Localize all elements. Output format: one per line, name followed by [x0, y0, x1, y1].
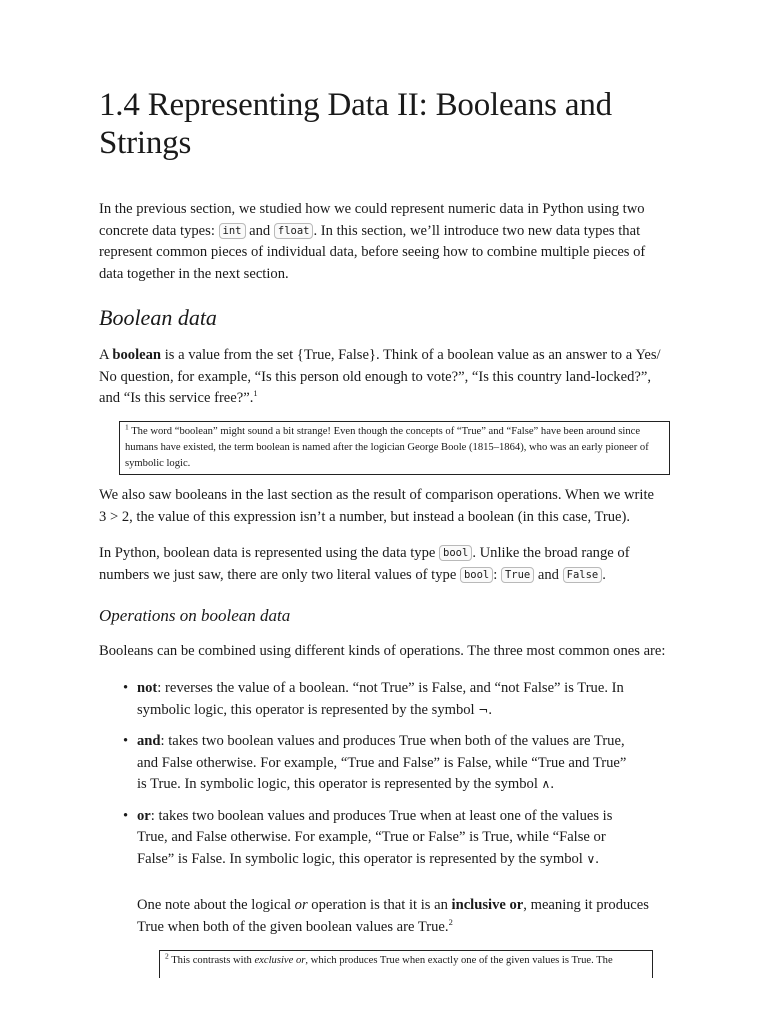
term-or: or	[137, 807, 151, 824]
text: :	[493, 566, 501, 583]
item-text: .	[595, 850, 599, 867]
list-item-not	[99, 678, 639, 721]
code-bool: bool	[439, 545, 472, 561]
intro-paragraph	[99, 199, 667, 285]
bullet-icon: •	[123, 680, 129, 696]
text: and	[534, 566, 563, 583]
italic-or: or	[294, 897, 308, 913]
page-title: 1.4 Representing Data II: Booleans and Strings	[99, 87, 612, 161]
footnote-ref-2[interactable]: 2	[448, 916, 453, 927]
not-symbol: ¬	[478, 702, 489, 717]
footnote-2	[159, 950, 653, 978]
bullet-icon: •	[123, 807, 129, 824]
term-inclusive-or: inclusive or	[451, 897, 524, 913]
code-int: int	[219, 223, 246, 239]
code-bool: bool	[460, 567, 493, 583]
text: is a value from the set {True, False}. Think of a boolean value as an answer to a Yes/ No question, for example, “Is this person old enough to vote?”, “Is this country land-locked?”, and “Is this service free?”.	[99, 347, 661, 406]
text: One note about the logical	[137, 897, 295, 913]
text: In Python, boolean data is represented using the data type	[99, 545, 440, 561]
footnote-text: The word “boolean” might sound a bit strange! Even though the concepts of “True” and “False” have been around since humans have existed, the term boolean is named after the logician George Boole (1815–1864), who was an early pioneer of symbolic logic.	[125, 426, 649, 469]
item-text: : takes two boolean values and produces True when at least one of the values is True, and False otherwise. For example, “True or False” is True, while “False or False” is False. In symbolic logic, this operator is represented by the symbol	[137, 807, 613, 867]
section-heading-operations: Operations on boolean data	[99, 606, 291, 625]
text: , meaning it produces True when both of the given boolean values are True.	[137, 897, 649, 935]
code-true: True	[501, 567, 534, 583]
term-and: and	[137, 733, 161, 749]
item-text: : reverses the value of a boolean. “not True” is False, and “not False” is True. In symbolic logic, this operator is represented by the symbol	[137, 680, 624, 718]
operations-list	[99, 678, 639, 870]
list-item-or	[99, 806, 639, 871]
text: operation is that it is an	[307, 897, 452, 913]
footnote-text: , which produces True when exactly one of the given values is True. The	[305, 955, 613, 966]
code-false: False	[563, 567, 603, 583]
footnote-text: This contrasts with	[168, 955, 255, 966]
list-item-and	[99, 731, 639, 796]
item-text: .	[550, 776, 554, 792]
intro-text: In the previous section, we studied how we could represent numeric data in Python using two concrete data types:	[99, 201, 645, 239]
text: .	[602, 566, 606, 583]
section-heading-boolean-data: Boolean data	[99, 305, 217, 330]
or-symbol: ∨	[586, 851, 596, 866]
code-float: float	[274, 223, 314, 239]
inclusive-or-note	[137, 895, 657, 938]
term-not: not	[137, 680, 158, 696]
footnote-number: 2	[165, 951, 169, 961]
item-text: : takes two boolean values and produces True when both of the values are True, and False otherwise. For example, “True and False” is False, while “True and True” is True. In symbolic logic, this operator is represented by the symbol	[137, 733, 627, 792]
footnote-number: 1	[125, 422, 129, 432]
italic-exclusive-or: exclusive or	[254, 955, 306, 966]
text: . Unlike the broad range of numbers we just saw, there are only two literal values of type	[99, 545, 630, 583]
text: A	[99, 347, 113, 363]
intro-text: . In this section, we’ll introduce two new data types that represent common pieces of individual data, before seeing how to combine multiple pieces of data together in the next section.	[99, 222, 646, 282]
boolean-definition	[99, 345, 661, 410]
comparison-paragraph: We also saw booleans in the last section as the result of comparison operations. When we write 3 > 2, the value of this expression isn’t a number, but instead a boolean (in this case, True).	[99, 487, 654, 525]
footnote-ref-1[interactable]: 1	[253, 388, 258, 399]
operations-intro: Booleans can be combined using different kinds of operations. The three most common ones are:	[99, 643, 666, 659]
item-text: .	[488, 701, 492, 718]
python-bool-paragraph	[99, 543, 661, 586]
footnote-1	[119, 421, 670, 475]
bullet-icon: •	[123, 733, 129, 749]
term-boolean: boolean	[112, 347, 162, 363]
intro-text: and	[245, 222, 274, 239]
and-symbol: ∧	[541, 777, 551, 791]
